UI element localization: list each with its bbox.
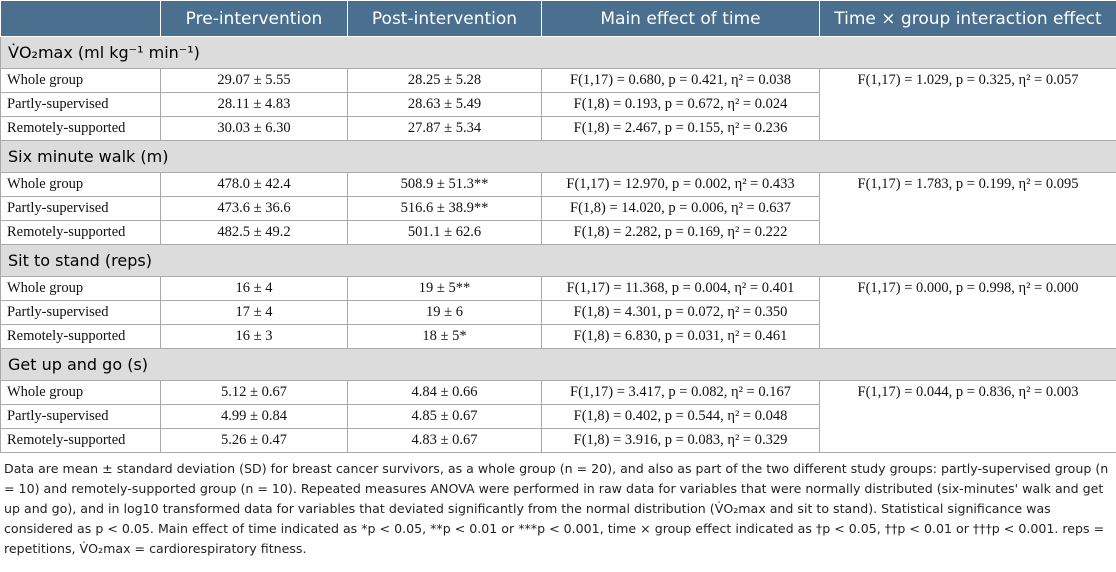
row-label: Partly-supervised xyxy=(1,197,161,221)
post-value: 508.9 ± 51.3** xyxy=(348,173,542,197)
interaction-effect-value: F(1,17) = 0.000, p = 0.998, η² = 0.000 xyxy=(820,277,1116,349)
table-row xyxy=(1,69,1116,93)
post-value: 4.85 ± 0.67 xyxy=(348,405,542,429)
row-label: Whole group xyxy=(1,173,161,197)
post-value: 516.6 ± 38.9** xyxy=(348,197,542,221)
main-effect-value: F(1,8) = 4.301, p = 0.072, η² = 0.350 xyxy=(542,301,820,325)
header-main-effect-of-time: Main effect of time xyxy=(542,1,820,37)
section-title: V̇O₂max (ml kg⁻¹ min⁻¹) xyxy=(1,37,1116,69)
post-value: 19 ± 5** xyxy=(348,277,542,301)
row-label: Partly-supervised xyxy=(1,405,161,429)
row-label: Remotely-supported xyxy=(1,429,161,453)
main-effect-value: F(1,8) = 6.830, p = 0.031, η² = 0.461 xyxy=(542,325,820,349)
table-footnote xyxy=(0,453,1116,559)
row-label: Remotely-supported xyxy=(1,117,161,141)
pre-value: 5.26 ± 0.47 xyxy=(161,429,348,453)
pre-value: 28.11 ± 4.83 xyxy=(161,93,348,117)
pre-value: 4.99 ± 0.84 xyxy=(161,405,348,429)
row-label: Partly-supervised xyxy=(1,93,161,117)
row-label: Whole group xyxy=(1,69,161,93)
interaction-effect-value: F(1,17) = 1.783, p = 0.199, η² = 0.095 xyxy=(820,173,1116,245)
main-effect-value: F(1,8) = 2.467, p = 0.155, η² = 0.236 xyxy=(542,117,820,141)
header-row xyxy=(1,1,1116,37)
section-header-row xyxy=(1,349,1116,381)
pre-value: 16 ± 3 xyxy=(161,325,348,349)
table-row xyxy=(1,381,1116,405)
section-header-row xyxy=(1,37,1116,69)
row-label: Whole group xyxy=(1,277,161,301)
post-value: 18 ± 5* xyxy=(348,325,542,349)
main-effect-value: F(1,8) = 0.193, p = 0.672, η² = 0.024 xyxy=(542,93,820,117)
main-effect-value: F(1,8) = 0.402, p = 0.544, η² = 0.048 xyxy=(542,405,820,429)
post-value: 4.84 ± 0.66 xyxy=(348,381,542,405)
post-value: 19 ± 6 xyxy=(348,301,542,325)
row-label: Partly-supervised xyxy=(1,301,161,325)
row-label: Whole group xyxy=(1,381,161,405)
interaction-effect-value: F(1,17) = 1.029, p = 0.325, η² = 0.057 xyxy=(820,69,1116,141)
pre-value: 30.03 ± 6.30 xyxy=(161,117,348,141)
table-row xyxy=(1,277,1116,301)
main-effect-value: F(1,8) = 14.020, p = 0.006, η² = 0.637 xyxy=(542,197,820,221)
section-header-row xyxy=(1,245,1116,277)
interaction-effect-value: F(1,17) = 0.044, p = 0.836, η² = 0.003 xyxy=(820,381,1116,453)
section-header-row xyxy=(1,141,1116,173)
section-title: Sit to stand (reps) xyxy=(1,245,1116,277)
header-post-intervention: Post-intervention xyxy=(348,1,542,37)
main-effect-value: F(1,17) = 3.417, p = 0.082, η² = 0.167 xyxy=(542,381,820,405)
main-effect-value: F(1,8) = 3.916, p = 0.083, η² = 0.329 xyxy=(542,429,820,453)
pre-value: 478.0 ± 42.4 xyxy=(161,173,348,197)
main-effect-value: F(1,17) = 11.368, p = 0.004, η² = 0.401 xyxy=(542,277,820,301)
section-title: Get up and go (s) xyxy=(1,349,1116,381)
main-effect-value: F(1,8) = 2.282, p = 0.169, η² = 0.222 xyxy=(542,221,820,245)
pre-value: 17 ± 4 xyxy=(161,301,348,325)
row-label: Remotely-supported xyxy=(1,325,161,349)
footnote-text: Data are mean ± standard deviation (SD) for breast cancer survivors, as a whole group (n = 20), and also as part of the two different study groups: partly-supervised group (n = 10) and remotely-supported group (n = 10). Repeated measures ANOVA were performed in raw data for variables that were normally distributed (six-minutes' walk and get up and go), and in log10 transformed data for variables that deviated significantly from the normal distribution (V̇O₂max and sit to stand). Statistical significance was considered as p < 0.05. Main effect of time indicated as *p < 0.05, **p < 0.01 or ***p < 0.001, time × group effect indicated as †p < 0.05, ††p < 0.01 or †††p < 0.001. reps = repetitions, V̇O₂max = cardiorespiratory fitness. xyxy=(4,461,1109,556)
post-value: 28.25 ± 5.28 xyxy=(348,69,542,93)
table-row xyxy=(1,173,1116,197)
post-value: 4.83 ± 0.67 xyxy=(348,429,542,453)
post-value: 501.1 ± 62.6 xyxy=(348,221,542,245)
header-cell-empty xyxy=(1,1,161,37)
post-value: 27.87 ± 5.34 xyxy=(348,117,542,141)
pre-value: 5.12 ± 0.67 xyxy=(161,381,348,405)
main-effect-value: F(1,17) = 12.970, p = 0.002, η² = 0.433 xyxy=(542,173,820,197)
pre-value: 473.6 ± 36.6 xyxy=(161,197,348,221)
row-label: Remotely-supported xyxy=(1,221,161,245)
pre-value: 29.07 ± 5.55 xyxy=(161,69,348,93)
pre-value: 16 ± 4 xyxy=(161,277,348,301)
post-value: 28.63 ± 5.49 xyxy=(348,93,542,117)
main-effect-value: F(1,17) = 0.680, p = 0.421, η² = 0.038 xyxy=(542,69,820,93)
section-title: Six minute walk (m) xyxy=(1,141,1116,173)
header-pre-intervention: Pre-intervention xyxy=(161,1,348,37)
header-interaction-effect: Time × group interaction effect xyxy=(820,1,1116,37)
pre-value: 482.5 ± 49.2 xyxy=(161,221,348,245)
